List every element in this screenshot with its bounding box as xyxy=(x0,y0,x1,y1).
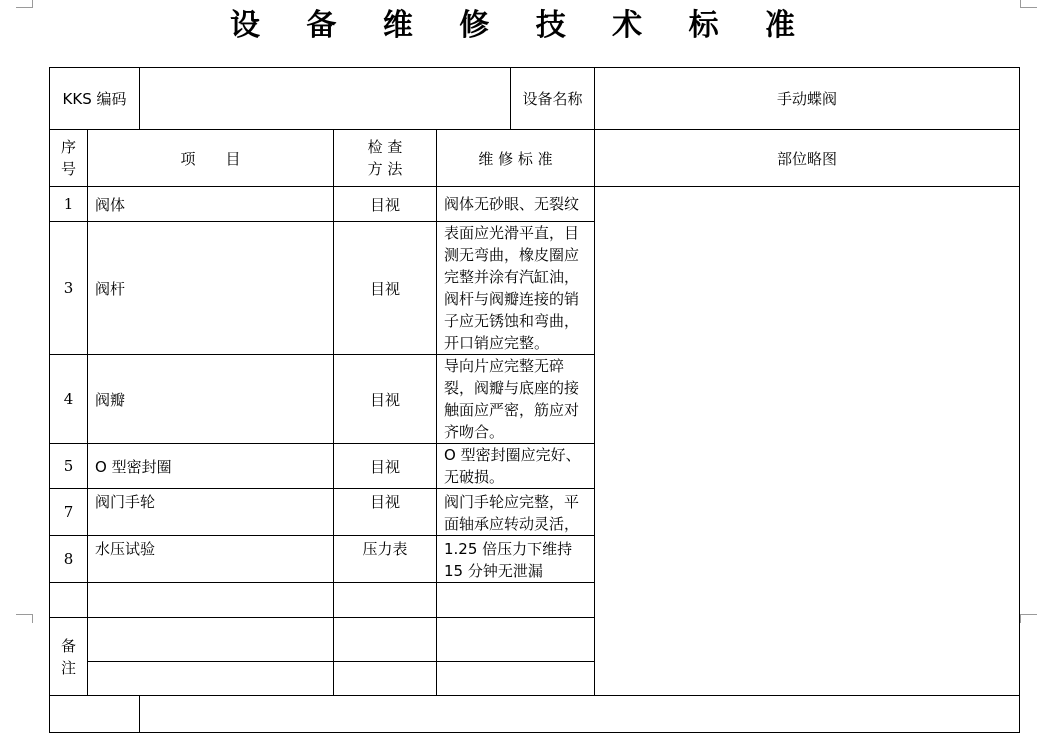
row-item: 水压试验 xyxy=(88,536,334,583)
row-seq: 8 xyxy=(50,536,88,583)
diagram-area xyxy=(595,187,1020,696)
row-item: 阀杆 xyxy=(88,222,334,355)
row-standard: O 型密封圈应完好、无破损。 xyxy=(437,444,595,489)
footer-row xyxy=(50,696,1020,733)
empty-cell xyxy=(50,583,88,618)
empty-cell xyxy=(88,583,334,618)
remarks-label: 备 注 xyxy=(50,618,88,696)
row-method: 目视 xyxy=(334,355,437,444)
col-header-method: 检 查 方 法 xyxy=(334,130,437,187)
empty-cell xyxy=(334,662,437,696)
row-standard: 阀体无砂眼、无裂纹 xyxy=(437,187,595,222)
row-standard: 1.25 倍压力下维持 15 分钟无泄漏 xyxy=(437,536,595,583)
empty-cell xyxy=(437,662,595,696)
col-header-diagram: 部位略图 xyxy=(595,130,1020,187)
device-name-value[interactable]: 手动蝶阀 xyxy=(595,68,1020,130)
row-item: 阀瓣 xyxy=(88,355,334,444)
row-seq: 7 xyxy=(50,489,88,536)
footer-cell-left xyxy=(50,696,140,733)
kks-code-label: KKS 编码 xyxy=(50,68,140,130)
row-method: 目视 xyxy=(334,187,437,222)
col-header-item: 项 目 xyxy=(88,130,334,187)
row-item: 阀体 xyxy=(88,187,334,222)
column-header-row xyxy=(50,130,1020,187)
row-method: 压力表 xyxy=(334,536,437,583)
row-standard: 表面应光滑平直，目测无弯曲，橡皮圈应完整并涂有汽缸油，阀杆与阀瓣连接的销子应无锈蚀和弯曲，开口销应完整。 xyxy=(437,222,595,355)
row-standard: 阀门手轮应完整，平面轴承应转动灵活， xyxy=(437,489,595,536)
row-method: 目视 xyxy=(334,222,437,355)
row-standard: 导向片应完整无碎裂，阀瓣与底座的接触面应严密，筋应对齐吻合。 xyxy=(437,355,595,444)
header-info-row xyxy=(50,68,1020,130)
row-item: 阀门手轮 xyxy=(88,489,334,536)
row-seq: 3 xyxy=(50,222,88,355)
maintenance-standard-table xyxy=(49,67,1020,733)
empty-cell xyxy=(88,618,334,662)
footer-cell-right xyxy=(140,696,1020,733)
device-name-label: 设备名称 xyxy=(511,68,595,130)
empty-cell xyxy=(437,583,595,618)
empty-cell xyxy=(437,618,595,662)
row-seq: 5 xyxy=(50,444,88,489)
row-seq: 1 xyxy=(50,187,88,222)
empty-cell xyxy=(334,618,437,662)
row-item: O 型密封圈 xyxy=(88,444,334,489)
row-seq: 4 xyxy=(50,355,88,444)
col-header-seq: 序 号 xyxy=(50,130,88,187)
document-title: 设 备 维 修 技 术 标 准 xyxy=(229,8,814,43)
col-header-standard: 维 修 标 准 xyxy=(437,130,595,187)
row-method: 目视 xyxy=(334,444,437,489)
empty-cell xyxy=(88,662,334,696)
row-method: 目视 xyxy=(334,489,437,536)
kks-code-value[interactable] xyxy=(140,68,511,130)
table-row xyxy=(50,187,1020,222)
empty-cell xyxy=(334,583,437,618)
